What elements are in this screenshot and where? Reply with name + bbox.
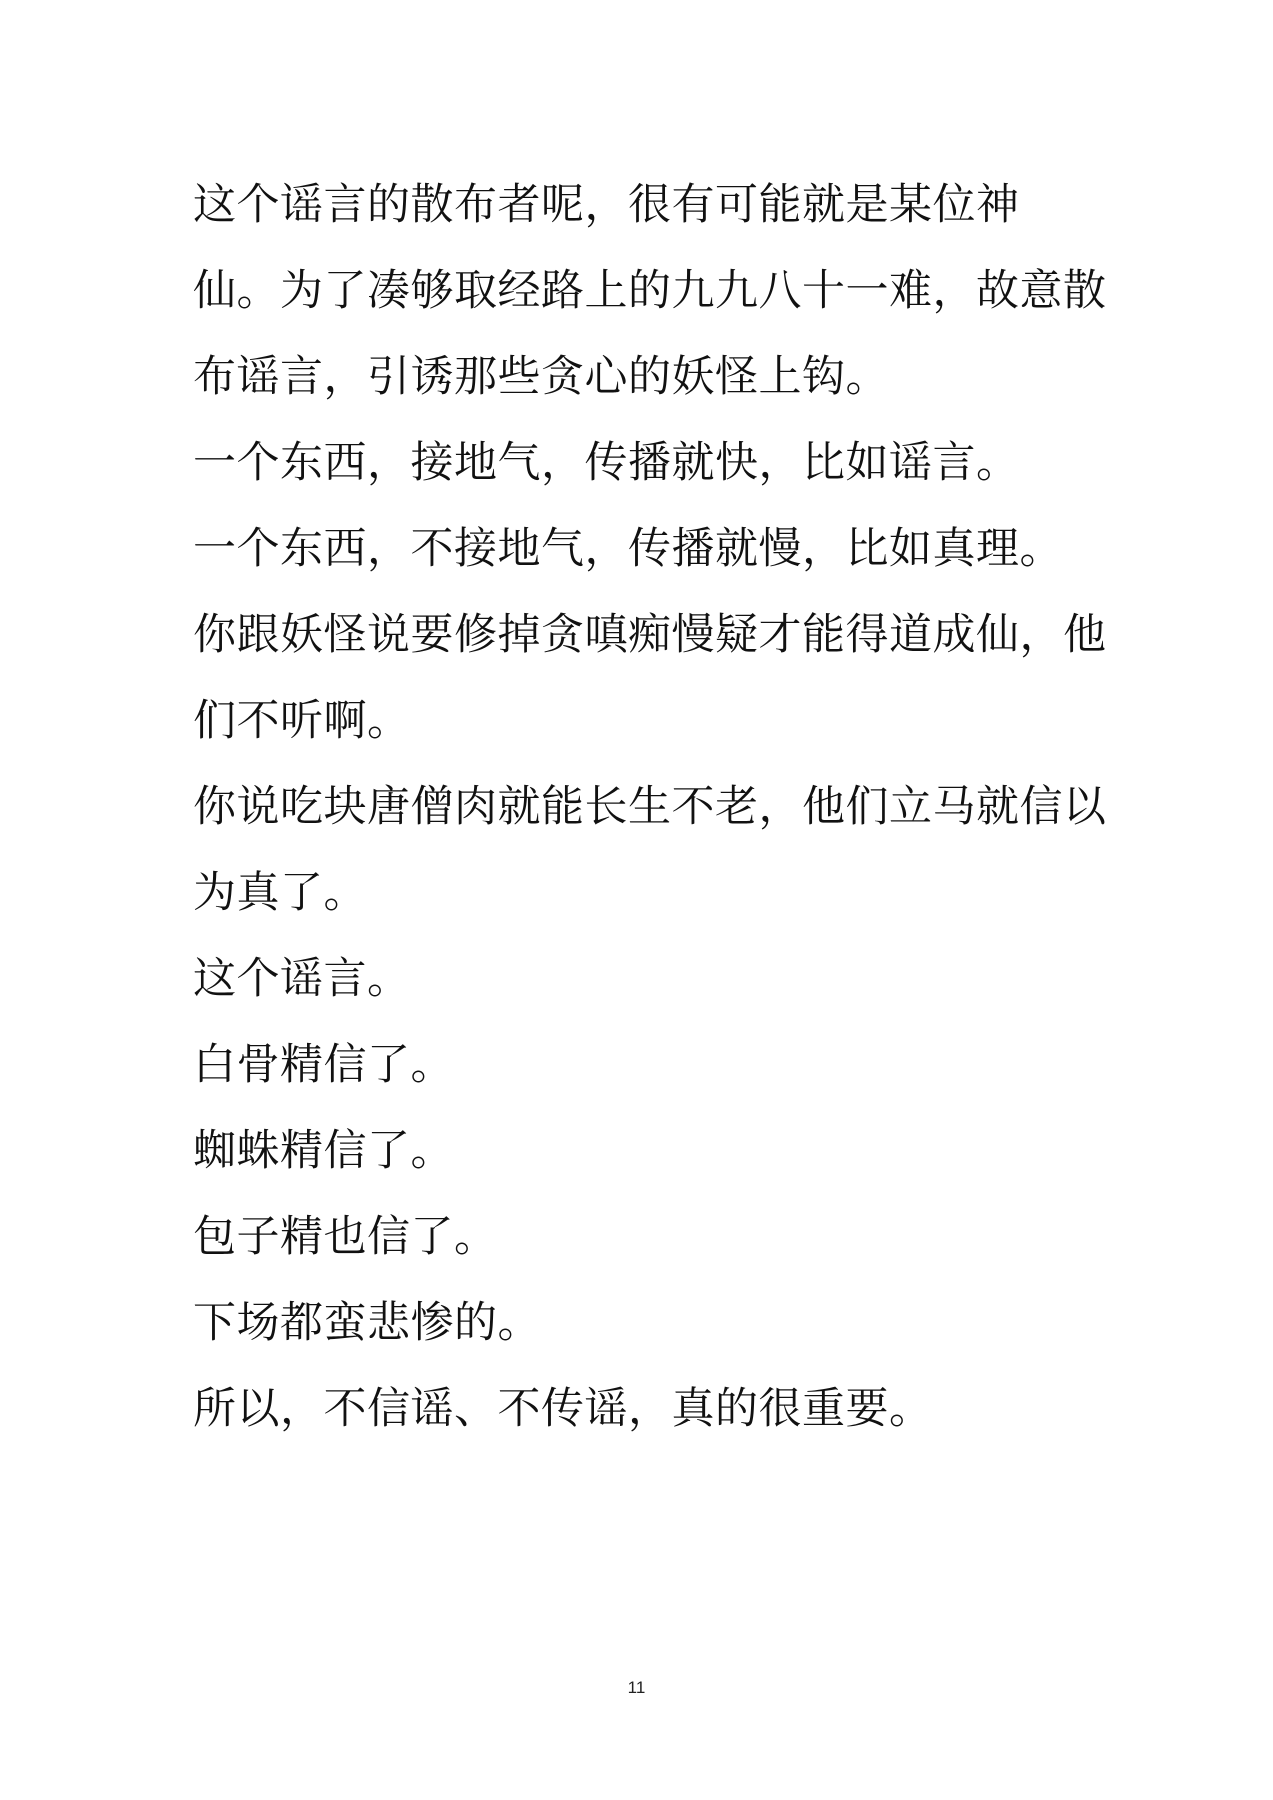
text-line: 们不听啊。 bbox=[193, 696, 411, 746]
text-line: 仙。为了凑够取经路上的九九八十一难，故意散 bbox=[193, 266, 1107, 316]
text-line: 你说吃块唐僧肉就能长生不老，他们立马就信以 bbox=[193, 782, 1107, 832]
text-line: 这个谣言。 bbox=[193, 954, 411, 1004]
text-line: 蜘蛛精信了。 bbox=[193, 1126, 454, 1176]
text-line: 下场都蛮悲惨的。 bbox=[193, 1298, 541, 1348]
body-text bbox=[193, 180, 1107, 1470]
text-line: 这个谣言的散布者呢，很有可能就是某位神 bbox=[193, 180, 1020, 230]
text-line: 一个东西，接地气，传播就快，比如谣言。 bbox=[193, 438, 1020, 488]
page-number: 11 bbox=[627, 1678, 646, 1697]
text-line: 布谣言，引诱那些贪心的妖怪上钩。 bbox=[193, 352, 889, 402]
text-line: 一个东西，不接地气，传播就慢，比如真理。 bbox=[193, 524, 1063, 574]
text-line: 为真了。 bbox=[193, 868, 367, 918]
text-line: 白骨精信了。 bbox=[193, 1040, 454, 1090]
text-line: 所以，不信谣、不传谣，真的很重要。 bbox=[193, 1384, 933, 1434]
text-line: 你跟妖怪说要修掉贪嗔痴慢疑才能得道成仙，他 bbox=[193, 610, 1107, 660]
text-line: 包子精也信了。 bbox=[193, 1212, 498, 1262]
